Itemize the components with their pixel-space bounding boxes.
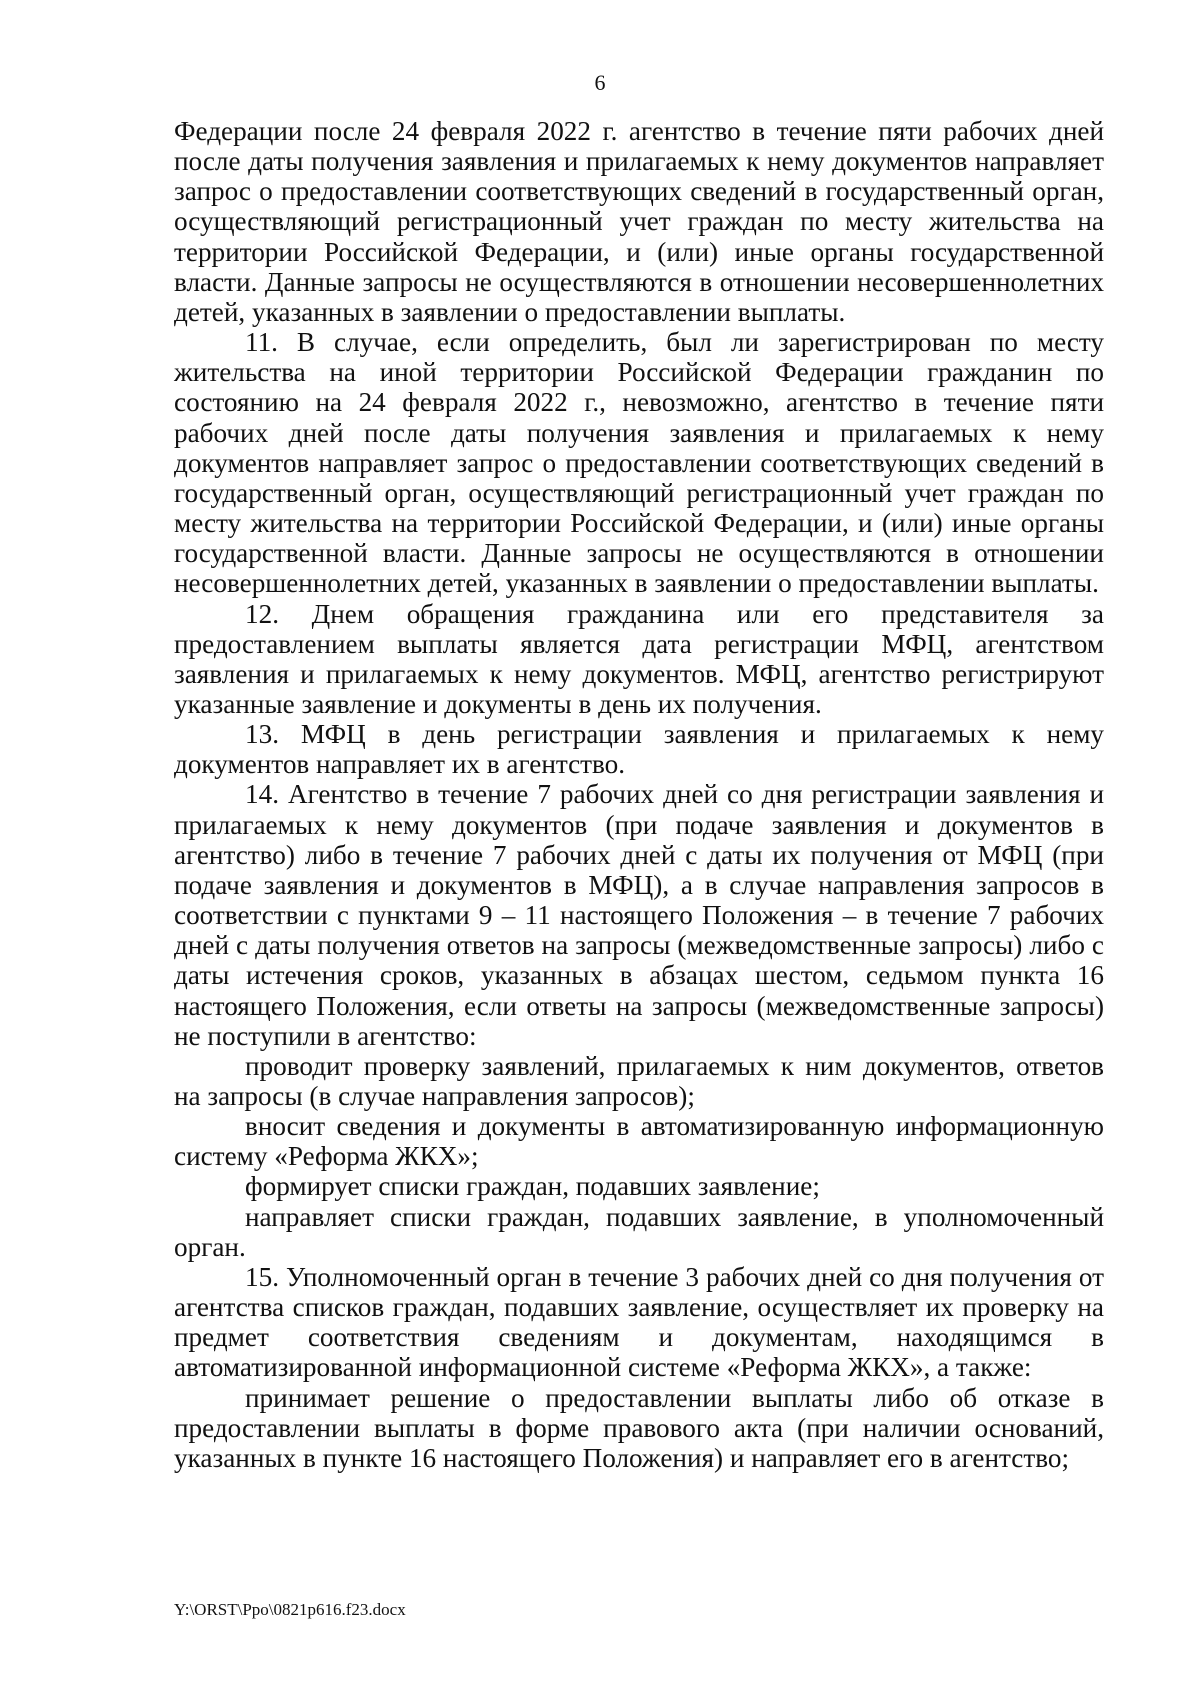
paragraph-item-13: 13. МФЦ в день регистрации заявления и прилагаемых к нему документов направляет их в агентство.	[174, 719, 1104, 780]
paragraph-item-14-data-entry: вносит сведения и документы в автоматизированную информационную систему «Реформа ЖКХ»;	[174, 1111, 1104, 1172]
paragraph-item-14-lists: формирует списки граждан, подавших заявление;	[245, 1171, 820, 1202]
document-body	[174, 116, 1104, 1473]
paragraph-continuation: Федерации после 24 февраля 2022 г. агентство в течение пяти рабочих дней после даты получения заявления и прилагаемых к нему документов направляет запрос о предоставлении соответствующих сведений в государственный орган, осуществляющий регистрационный учет граждан по месту жительства на территории Российской Федерации, и (или) иные органы государственной власти. Данные запросы не осуществляются в отношении несовершеннолетних детей, указанных в заявлении о предоставлении выплаты.	[174, 116, 1104, 327]
paragraph-item-14-verification: проводит проверку заявлений, прилагаемых к ним документов, ответов на запросы (в случае направления запросов);	[174, 1050, 1104, 1111]
paragraph-item-15-decision: принимает решение о предоставлении выплаты либо об отказе в предоставлении выплаты в форме правового акта (при наличии оснований, указанных в пункте 16 настоящего Положения) и направляет его в агентство;	[174, 1382, 1104, 1473]
paragraph-item-14-send-lists: направляет списки граждан, подавших заявление, в уполномоченный орган.	[174, 1201, 1104, 1262]
page-number: 6	[594, 70, 606, 95]
paragraph-item-14: 14. Агентство в течение 7 рабочих дней со дня регистрации заявления и прилагаемых к нему документов (при подаче заявления и документов в агентство) либо в течение 7 рабочих дней с даты их получения от МФЦ (при подаче заявления и документов в МФЦ), а в случае направления запросов в соответствии с пунктами 9 – 11 настоящего Положения – в течение 7 рабочих дней с даты получения ответов на запросы (межведомственные запросы) либо с даты истечения сроков, указанных в абзацах шестом, седьмом пункта 16 настоящего Положения, если ответы на запросы (межведомственные запросы) не поступили в агентство:	[174, 779, 1104, 1051]
footer-file-path: Y:\ORST\Ppo\0821p616.f23.docx	[174, 1600, 406, 1619]
paragraph-item-15: 15. Уполномоченный орган в течение 3 рабочих дней со дня получения от агентства списков граждан, подавших заявление, осуществляет их проверку на предмет соответствия сведениям и документам, находящимся в автоматизированной информационной системе «Реформа ЖКХ», а также:	[174, 1261, 1104, 1383]
paragraph-item-12: 12. Днем обращения гражданина или его представителя за предоставлением выплаты является дата регистрации МФЦ, агентством заявления и прилагаемых к нему документов. МФЦ, агентство регистрируют указанные заявление и документы в день их получения.	[174, 598, 1104, 719]
paragraph-item-11: 11. В случае, если определить, был ли зарегистрирован по месту жительства на иной территории Российской Федерации гражданин по состоянию на 24 февраля 2022 г., невозможно, агентство в течение пяти рабочих дней после даты получения заявления и прилагаемых к нему документов направляет запрос о предоставлении соответствующих сведений в государственный орган, осуществляющий регистрационный учет граждан по месту жительства на территории Российской Федерации, и (или) иные органы государственной власти. Данные запросы не осуществляются в отношении несовершеннолетних детей, указанных в заявлении о предоставлении выплаты.	[174, 327, 1104, 599]
